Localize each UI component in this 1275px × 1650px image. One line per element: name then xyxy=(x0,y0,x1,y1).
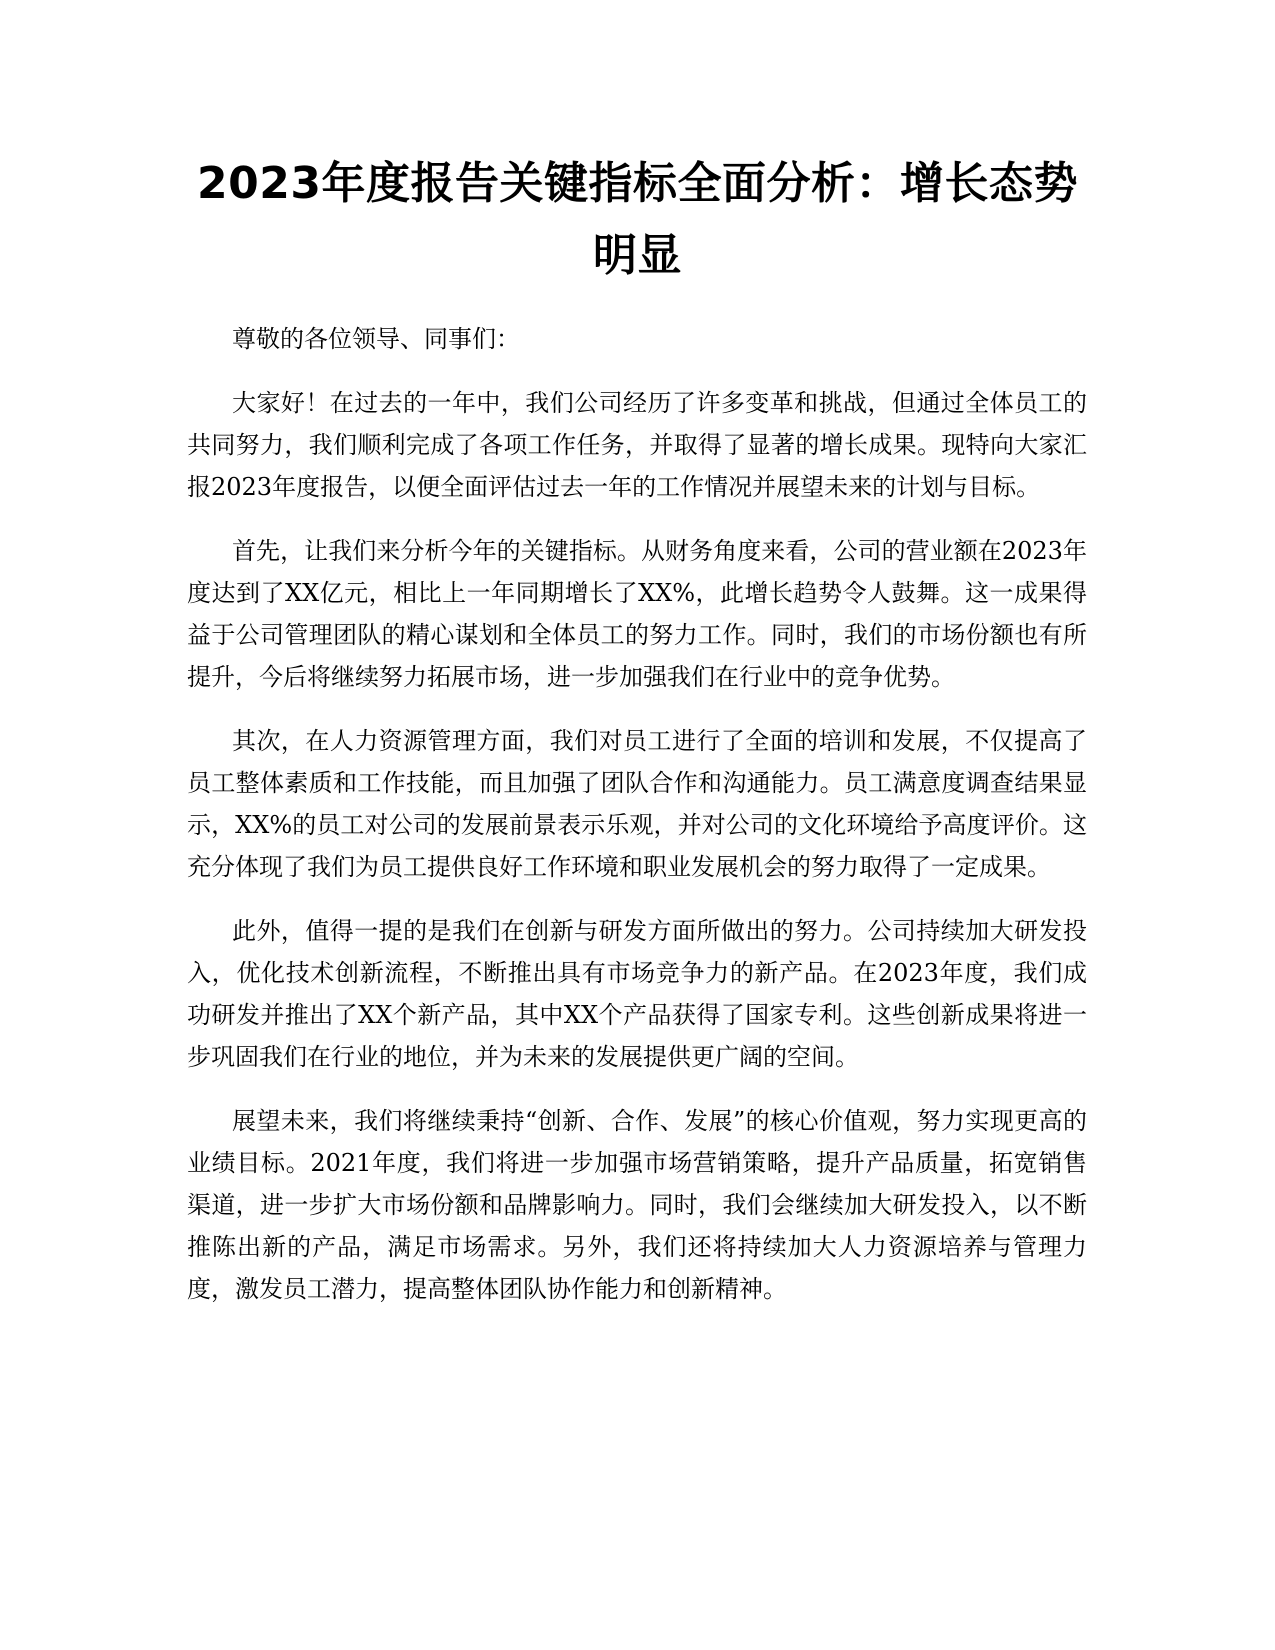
financial-paragraph: 首先，让我们来分析今年的关键指标。从财务角度来看，公司的营业额在2023年度达到了XX亿元，相比上一年同期增长了XX%，此增长趋势令人鼓舞。这一成果得益于公司管理团队的精心谋划和全体员工的努力工作。同时，我们的市场份额也有所提升，今后将继续努力拓展市场，进一步加强我们在行业中的竞争优势。 xyxy=(187,537,1087,691)
document-body xyxy=(187,318,1087,1332)
outlook-paragraph: 展望未来，我们将继续秉持“创新、合作、发展”的核心价值观，努力实现更高的业绩目标。2021年度，我们将进一步加强市场营销策略，提升产品质量，拓宽销售渠道，进一步扩大市场份额和品牌影响力。同时，我们会继续加大研发投入，以不断推陈出新的产品，满足市场需求。另外，我们还将持续加大人力资源培养与管理力度，激发员工潜力，提高整体团队协作能力和创新精神。 xyxy=(187,1107,1087,1303)
document-title: 2023年度报告关键指标全面分析：增长态势明显 xyxy=(197,158,1078,281)
innovation-paragraph: 此外，值得一提的是我们在创新与研发方面所做出的努力。公司持续加大研发投入，优化技术创新流程，不断推出具有市场竞争力的新产品。在2023年度，我们成功研发并推出了XX个新产品，其中XX个产品获得了国家专利。这些创新成果将进一步巩固我们在行业的地位，并为未来的发展提供更广阔的空间。 xyxy=(187,917,1087,1071)
salutation-paragraph: 尊敬的各位领导、同事们： xyxy=(232,325,520,353)
intro-paragraph: 大家好！在过去的一年中，我们公司经历了许多变革和挑战，但通过全体员工的共同努力，我们顺利完成了各项工作任务，并取得了显著的增长成果。现特向大家汇报2023年度报告，以便全面评估过去一年的工作情况并展望未来的计划与目标。 xyxy=(187,389,1087,501)
hr-paragraph: 其次，在人力资源管理方面，我们对员工进行了全面的培训和发展，不仅提高了员工整体素质和工作技能，而且加强了团队合作和沟通能力。员工满意度调查结果显示，XX%的员工对公司的发展前景表示乐观，并对公司的文化环境给予高度评价。这充分体现了我们为员工提供良好工作环境和职业发展机会的努力取得了一定成果。 xyxy=(187,727,1087,881)
